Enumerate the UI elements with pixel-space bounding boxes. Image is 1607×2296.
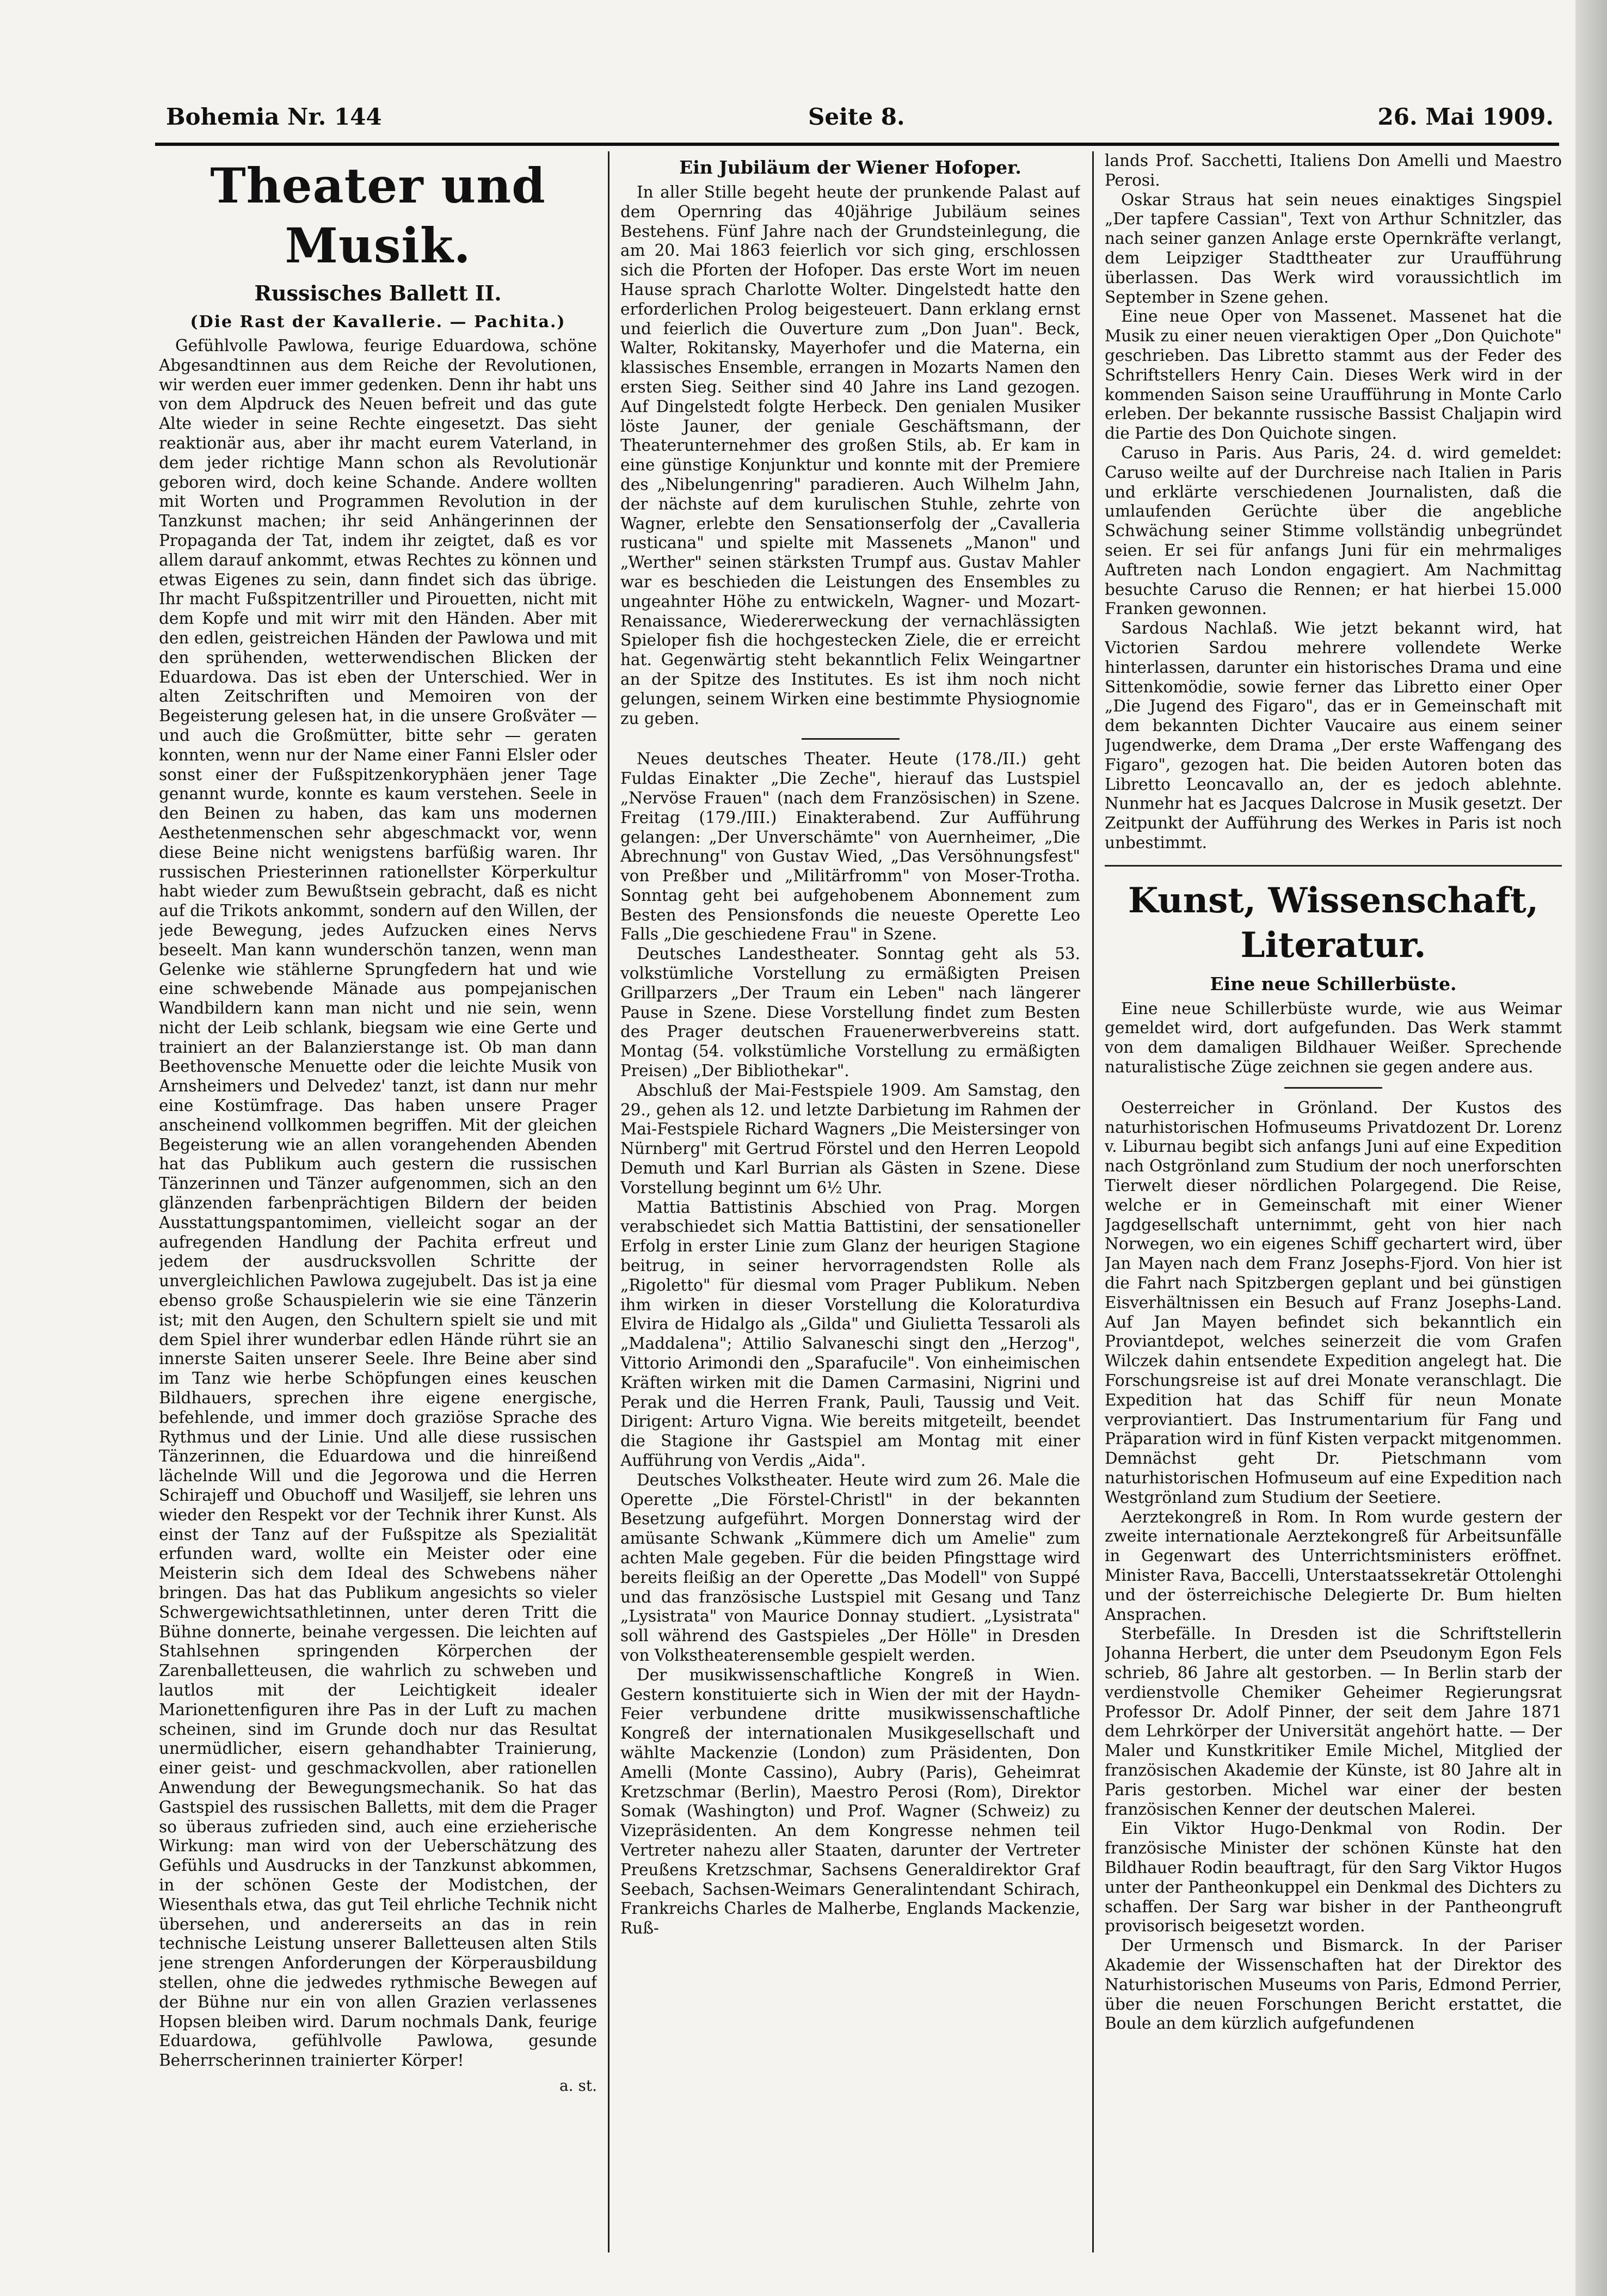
- section-heading-theater: Theater und Musik.: [210, 157, 546, 274]
- article-body-hofoper: In aller Stille begeht heute der prunkende Palast auf dem Opernring das 40jährige Jubiläum seines Bestehens. Fünf Jahre nach der Grundsteinlegung, die am 20. Mai 1863 feierlich vor sich ging, erschlossen sich die Pforten der Hofoper. Das erste Wort im neuen Hause sprach Charlotte Wolter. Dingelstedt hatte den erforderlichen Prolog beigesteuert. Dann erklang ernst und feierlich die Ouverture zum „Don Juan". Beck, Walter, Rokitansky, Mayerhofer und die Materna, ein klassisches Ensemble, errangen in Mozarts Namen den ersten Sieg. Seither sind 40 Jahre ins Land gezogen. Auf Dingelstedt folgte Herbeck. Den genialen Musiker löste Jauner, der geniale Geschäftsmann, der Theaterunternehmer des großen Stils, ab. Er kam in eine günstige Konjunktur und konnte mit der Premiere des „Nibelungenring" paradieren. Auch Wilhelm Jahn, der nächste auf dem kurulischen Stuhle, zehrte von Wagner, erlebte den Sensationserfolg der „Cavalleria rusticana" und spielte mit Massenets „Manon" und „Werther" seinen stärksten Trumpf aus. Gustav Mahler war es beschieden die Leistungen des Ensembles zu ungeahnter Höhe zu entwickeln, Wagner- und Mozart-Renaissance, Wiedererweckung der vernachlässigten Spieloper fish die hochgestecken Ziele, die er erreicht hat. Gegenwärtig steht bekanntlich Felix Weingartner an der Spitze des Institutes. Es ist ihm noch nicht gelungen, seinem Wirken eine bestimmte Physiognomie zu geben.: [620, 183, 1080, 728]
- column-3: [1105, 151, 1562, 2252]
- newspaper-issue: Bohemia Nr. 144: [166, 103, 382, 130]
- news-aerztekongress: Aerztekongreß in Rom. In Rom wurde gestern der zweite internationale Aerztekongreß für Arbeitsunfälle in Gegenwart des Unterrichtsministers eröffnet. Minister Rava, Baccelli, Unterstaatssekretär Ottolenghi und der österreichische Delegierte Dr. Bum hielten Ansprachen.: [1105, 1507, 1562, 1624]
- news-oskar-straus: Oskar Straus hat sein neues einaktiges Singspiel „Der tapfere Cassian", Text von Arthur Schnitzler, das nach seiner ganzen Anlage erste Opernkräfte verlangt, dem Leipziger Stadttheater zur Uraufführung überlassen. Das Werk wird voraussichtlich im September in Szene gehen.: [1105, 190, 1562, 306]
- article-separator: [1284, 1087, 1382, 1089]
- news-mai-festspiele: Abschluß der Mai-Festspiele 1909. Am Samstag, den 29., gehen als 12. und letzte Darbietung im Rahmen der Mai-Festspiele Richard Wagners „Die Meistersinger von Nürnberg" mit Gertrud Förstel und den Herren Leopold Demuth und Karl Burrian als Gästen in Szene. Diese Vorstellung beginnt um 6½ Uhr.: [620, 1081, 1080, 1197]
- column-1: [159, 151, 597, 2252]
- column-divider: [608, 151, 609, 2252]
- news-battistini: Mattia Battistinis Abschied von Prag. Morgen verabschiedet sich Mattia Battistini, der sensationeller Erfolg in erster Linie zum Glanz der heurigen Stagione beitrug, in seiner hervorragendsten Rolle als „Rigoletto" für diesmal vom Prager Publikum. Neben ihm wirken in dieser Vorstellung die Koloraturdiva Elvira de Hidalgo als „Gilda" und Giulietta Tessaroli als „Maddalena"; Attilio Salvaneschi singt den „Herzog", Vittorio Arimondi den „Sparafucile". Von einheimischen Kräften wirken mit die Damen Carmasini, Nigrini und Perak und die Herren Frank, Pauli, Taussig und Veit. Dirigent: Arturo Vigna. Wie bereits mitgeteilt, beendet die Stagione ihr Gastspiel am Montag mit einer Aufführung von Verdis „Aida".: [620, 1198, 1080, 1470]
- news-urmensch: Der Urmensch und Bismarck. In der Pariser Akademie der Wissenschaften hat der Direktor des Naturhistorischen Museums von Paris, Edmond Perrier, über die neuen Forschungen Bericht erstattet, die Boule an dem kürzlich aufgefundenen: [1105, 1936, 1562, 2033]
- news-massenet: Eine neue Oper von Massenet. Massenet hat die Musik zu einer neuen vieraktigen Oper „Don Quichote" geschrieben. Das Libretto stammt aus der Feder des Schriftstellers Henry Cain. Dieses Werk wird in der kommenden Saison seine Uraufführung in Monte Carlo erleben. Der bekannte russische Bassist Chaljapin wird die Partie des Don Quichote singen.: [1105, 307, 1562, 443]
- column-divider: [1092, 151, 1094, 2252]
- page-number: Seite 8.: [808, 103, 905, 130]
- article-body-ballet: Gefühlvolle Pawlowa, feurige Eduardowa, schöne Abgesandtinnen aus dem Reiche der Revolutionen, wir werden euer immer gedenken. Denn ihr habt uns von dem Alpdruck des Neuen befreit und das gute Alte wieder in seine Rechte eingesetzt. Das sieht reaktionär aus, aber ihr macht eurem Vaterland, in dem jeder richtige Mann schon als Revolutionär geboren wird, doch keine Schande. Andere wollten mit Worten und Programmen Revolution in der Tanzkunst machen; ihr seid Anhängerinnen der Propaganda der Tat, indem ihr zeigtet, daß es vor allem darauf ankommt, etwas Rechtes zu können und etwas Eigenes zu sein, dann findet sich das übrige. Ihr macht Fußspitzentriller und Pirouetten, nicht mit dem Kopfe und mit wirr mit den Händen. Aber mit den edlen, geistreichen Händen der Pawlowa und mit den sprühenden, wetterwendischen Blicken der Eduardowa. Das ist eben der Unterschied. Wer in alten Zeitschriften und Memoiren von der Begeisterung gelesen hat, in die unsere Großväter — und auch die Großmütter, bitte sehr — geraten konnten, wenn nur der Name einer Fanni Elsler oder sonst einer der Fußspitzenkoryphäen jener Tage genannt wurde, konnte es kaum verstehen. Seele in den Beinen zu haben, das kam uns modernen Aesthetenmenschen sehr abgeschmackt vor, wenn diese Beine nicht wenigstens barfüßig waren. Ihr russischen Priesterinnen rationellster Körperkultur habt wieder zum Bewußtsein gebracht, daß es nicht auf die Trikots ankommt, sondern auf den Willen, der jede Bewegung, jedes Aufzucken eines Nervs beseelt. Man kann wunderschön tanzen, wenn man Gelenke wie stählerne Sprungfedern hat und wie eine schwebende Mänade aus pompejanischen Wandbildern kann man nicht und nie sein, wenn nicht der Leib schlank, biegsam wie eine Gerte und trainiert an der Balanzierstange ist. Ob man dann Beethovensche Menuette oder die leichte Musik von Arnsheimers und Delvedez' tanzt, ist dann nur mehr eine Kostümfrage. Das haben unsere Prager anscheinend vollkommen begriffen. Mit der gleichen Begeisterung wie an allen vorangehenden Abenden hat das Publikum auch gestern die russischen Tänzerinnen und Tänzer aufgenommen, sich an den glänzenden farbenprächtigen Bildern der beiden Ausstattungspantomimen, vielleicht sogar an der aufregenden Handlung der Pachita erfreut und jedem der ausdrucksvollen Schritte der unvergleichlichen Pawlowa zugejubelt. Das ist ja eine ebenso große Schauspielerin wie sie eine Tänzerin ist; mit den Augen, den Schultern spielt sie und mit dem Spiel ihrer wunderbar edlen Hände rührt sie an innerste Saiten unserer Seele. Ihre Beine aber sind im Tanz wie herbe Schöpfungen eines keuschen Bildhauers, sprechen ihre eigene energische, befehlende, und immer doch graziöse Sprache des Rythmus und der Linie. Und alle diese russischen Tänzerinnen, die Eduardowa und die hinreißend lächelnde Will und die Jegorowa und die Herren Schirajeff und Obuchoff und Wasiljeff, sie lehren uns wieder den Respekt vor der Technik ihrer Kunst. Als einst der Tanz auf der Fußspitze als Spezialität erfunden ward, wollte ein Meister oder eine Meisterin sich dem Ideal des Schwebens näher bringen. Das hat das Publikum angesichts so vieler Schwergewichtsathletinnen, unter deren Tritt die Bühne donnerte, beinahe vergessen. Die leichten auf Stahlsehnen springenden Körperchen der Zarenballetteusen, die wahrlich zu schweben und lautlos mit der Leichtigkeit idealer Marionettenfiguren ihre Pas in der Luft zu machen scheinen, sind im Grunde doch nur das Resultat unermüdlicher, eisern gehandhabter Trainierung, einer geist- und geschmackvollen, aber rationellen Anwendung der Bewegungsmechanik. So hat das Gastspiel des russischen Balletts, mit dem die Prager so überaus zufrieden sind, auch eine erzieherische Wirkung: man wird von der Ueberschätzung des Gefühls und Ausdrucks in der Tanzkunst abkommen, in der schönen Geste der Modistchen, der Wiesenthals etwa, das gut Teil ehrliche Technik nicht übersehen, und andererseits an das in rein technische Leistung unserer Balletteusen alten Stils jene strengen Anforderungen der Körperausbildung stellen, ohne die jedwedes rythmische Bewegen auf der Bühne nur ein von allen Grazien verlassenes Hopsen bleiben wird. Darum nochmals Dank, feurige Eduardowa, gefühlvolle Pawlowa, gesunde Beherrscherinnen trainierter Körper!: [159, 336, 597, 2070]
- header-rule: [155, 143, 1559, 146]
- section-separator: [1105, 865, 1562, 867]
- article-title-hofoper: Ein Jubiläum der Wiener Hofoper.: [679, 157, 1021, 178]
- page-header: [166, 103, 1554, 136]
- news-volkstheater: Deutsches Volkstheater. Heute wird zum 26. Male die Operette „Die Förstel-Christl" in der bekannten Besetzung aufgeführt. Morgen Donnerstag wird der amüsante Schwank „Kümmere dich um Amelie" zum achten Male gegeben. Für die beiden Pfingsttage wird bereits fleißig an der Operette „Das Modell" von Suppé und das französische Lustspiel mit Gesang und Tanz „Lysistrata" von Maurice Donnay studiert. „Lysistrata" soll während des Gastspieles „Der Hölle" in Dresden von Volkstheaterensemble gespielt werden.: [620, 1470, 1080, 1665]
- page-binding-edge: [1575, 0, 1607, 2296]
- news-kongress-continued: lands Prof. Sacchetti, Italiens Don Amelli und Maestro Perosi.: [1105, 151, 1562, 189]
- column-2: [620, 151, 1080, 2252]
- news-landestheater: Deutsches Landestheater. Sonntag geht als 53. volkstümliche Vorstellung zu ermäßigten Preisen Grillparzers „Der Traum ein Leben" nach längerer Pause in Szene. Diese Vorstellung findet zum Besten des Prager deutschen Frauenerwerbvereins statt. Montag (54. volkstümliche Vorstellung zu ermäßigten Preisen) „Der Bibliothekar".: [620, 944, 1080, 1081]
- news-neues-deutsches-theater: Neues deutsches Theater. Heute (178./II.) geht Fuldas Einakter „Die Zeche", hierauf das Lustspiel „Nervöse Frauen" (nach dem Französischen) in Szene. Freitag (179./III.) Einakterabend. Zur Aufführung gelangen: „Der Unverschämte" von Auernheimer, „Die Abrechnung" von Gustav Wied, „Das Versöhnungsfest" von Preßber und „Militärfromm" von Moser-Trotha. Sonntag geht bei aufgehobenem Abonnement zum Besten des Pensionsfonds die neueste Operette Leo Falls „Die geschiedene Frau" in Szene.: [620, 750, 1080, 944]
- section-heading-kunst: Kunst, Wissenschaft, Literatur.: [1128, 880, 1539, 966]
- news-groenland: Oesterreicher in Grönland. Der Kustos des naturhistorischen Hofmuseums Privatdozent Dr. Lorenz v. Liburnau begibt sich anfangs Juni auf eine Expedition nach Ostgrönland zum Studium der noch unerforschten Tierwelt dieser nördlichen Polargegend. Die Reise, welche er in Gemeinschaft mit einer Wiener Jagdgesellschaft unternimmt, geht von hier nach Norwegen, wo ein eigenes Schiff gechartert wird, über Jan Mayen nach dem Franz Josephs-Fjord. Von hier ist die Fahrt nach Spitzbergen geplant und bei günstigen Eisverhältnissen ein Besuch auf Franz Josephs-Land. Auf Jan Mayen befindet sich bekanntlich ein Proviantdepot, welches seinerzeit die vom Grafen Wilczek dahin entsendete Expedition angelegt hat. Die Forschungsreise ist auf drei Monate veranschlagt. Die Expedition hat das Schiff für neun Monate verproviantiert. Das Instrumentarium für Fang und Präparation wird in fünf Kisten verpackt mitgenommen. Demnächst geht Dr. Pietschmann vom naturhistorischen Hofmuseum auf eine Expedition nach Westgrönland zum Studium der Seetiere.: [1105, 1098, 1562, 1507]
- article-separator: [802, 738, 900, 740]
- article-title-ballet: Russisches Ballett II.: [254, 281, 502, 305]
- news-kongress: Der musikwissenschaftliche Kongreß in Wien. Gestern konstituierte sich in Wien der mit der Haydn-Feier verbundene dritte musikwissenschaftliche Kongreß der internationalen Musikgesellschaft und wählte Mackenzie (London) zum Präsidenten, Don Amelli (Monte Cassino), Aubry (Paris), Geheimrat Kretzschmar (Berlin), Maestro Perosi (Rom), Direktor Somak (Washington) und Prof. Wagner (Schweiz) zu Vizepräsidenten. An dem Kongresse nehmen teil Vertreter nahezu aller Staaten, darunter der Vertreter Preußens Kretzschmar, Sachsens Generaldirektor Graf Seebach, Sachsen-Weimars Generalintendant Schirach, Frankreichs Charles de Malherbe, Englands Mackenzie, Ruß-: [620, 1665, 1080, 1938]
- issue-date: 26. Mai 1909.: [1377, 103, 1554, 130]
- news-hugo-denkmal: Ein Viktor Hugo-Denkmal von Rodin. Der französische Minister der schönen Künste hat den Bildhauer Rodin beauftragt, für den Sarg Viktor Hugos unter der Pantheonkuppel ein Denkmal des Dichters zu schaffen. Der Sarg war bisher in der Pantheongruft provisorisch beigesetzt worden.: [1105, 1819, 1562, 1936]
- article-body-schillerbueste: Eine neue Schillerbüste wurde, wie aus Weimar gemeldet wird, dort aufgefunden. Das Werk stammt von dem damaligen Bildhauer Weißer. Sprechende naturalistische Züge zeichnen sie gegen andere aus.: [1105, 999, 1562, 1077]
- article-title-schillerbueste: Eine neue Schillerbüste.: [1210, 973, 1457, 994]
- article-subtitle-ballet: (Die Rast der Kavallerie. — Pachita.): [190, 312, 566, 331]
- article-signature: a. st.: [559, 2076, 597, 2095]
- news-caruso: Caruso in Paris. Aus Paris, 24. d. wird gemeldet: Caruso weilte auf der Durchreise nach Italien in Paris und erklärte verschiedenen Journalisten, daß die umlaufenden Gerüchte über die angebliche Schwächung seiner Stimme vollständig unbegründet seien. Er sei für anfangs Juni für ein mehrmaliges Auftreten nach London engagiert. Am Nachmittag besuchte Caruso die Rennen; er hat hierbei 15.000 Franken gewonnen.: [1105, 443, 1562, 618]
- news-sardou: Sardous Nachlaß. Wie jetzt bekannt wird, hat Victorien Sardou mehrere vollendete Werke hinterlassen, darunter ein historisches Drama und eine Sittenkomödie, sowie ferner das Libretto einer Oper „Die Jugend des Figaro", das er in Gemeinschaft mit dem bekannten Dichter Vaucaire aus einem seiner Jugendwerke, dem Drama „Der erste Waffengang des Figaro", gezogen hat. Die beiden Autoren boten das Libretto Leoncavallo an, der es jedoch ablehnte. Nunmehr hat es Jacques Dalcrose in Musik gesetzt. Der Zeitpunkt der Aufführung des Werkes in Paris ist noch unbestimmt.: [1105, 619, 1562, 852]
- news-sterbefaelle: Sterbefälle. In Dresden ist die Schriftstellerin Johanna Herbert, die unter dem Pseudonym Egon Fels schrieb, 86 Jahre alt gestorben. — In Berlin starb der verdienstvolle Chemiker Geheimer Regierungsrat Professor Dr. Adolf Pinner, der seit dem Jahre 1871 dem Lehrkörper der Universität angehört hatte. — Der Maler und Kunstkritiker Emile Michel, Mitglied der französischen Akademie der Künste, ist 80 Jahre alt in Paris gestorben. Michel war einer der besten französischen Kenner der deutschen Malerei.: [1105, 1624, 1562, 1819]
